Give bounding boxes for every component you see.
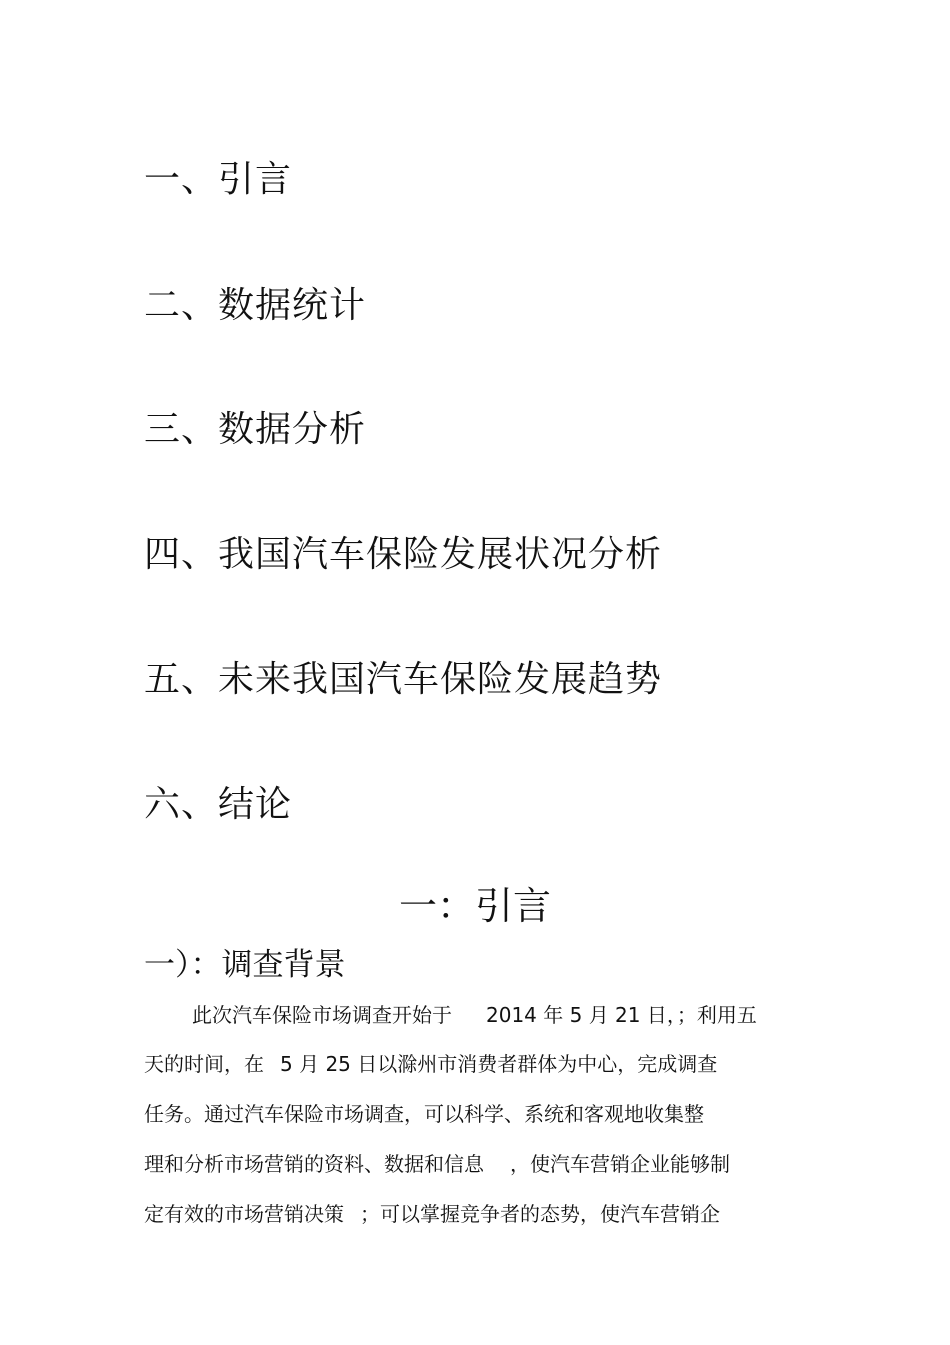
paragraph-text: 此次汽车保险市场调查开始于 xyxy=(192,1003,452,1027)
toc-item-introduction: 一、引言 xyxy=(144,159,293,200)
paragraph-line: 任务。通过汽车保险市场调查，可以科学、系统和客观地收集整 xyxy=(144,1102,704,1126)
subsection-title: 一）：调查背景 xyxy=(144,947,346,983)
paragraph-line xyxy=(192,1001,757,1029)
paragraph-text: 天的时间，在 xyxy=(144,1052,264,1076)
toc-item-data-analysis: 三、数据分析 xyxy=(144,409,367,450)
paragraph-text: 2014 年 5 月 21 日，；利用五 xyxy=(486,1003,757,1027)
toc-item-future-trends: 五、未来我国汽车保险发展趋势 xyxy=(144,659,663,700)
paragraph-text: ，使汽车营销企业能够制 xyxy=(510,1152,730,1176)
paragraph-line xyxy=(144,1050,717,1078)
paragraph-line xyxy=(144,1150,730,1178)
toc-item-development-status: 四、我国汽车保险发展状况分析 xyxy=(144,534,663,575)
paragraph-text: 5 月 25 日以滁州市消费者群体为中心，完成调查 xyxy=(280,1052,718,1076)
paragraph-line xyxy=(144,1200,720,1228)
toc-item-conclusion: 六、结论 xyxy=(144,784,293,825)
paragraph-text: 理和分析市场营销的资料、数据和信息 xyxy=(144,1152,484,1176)
paragraph-text: ；可以掌握竞争者的态势，使汽车营销企 xyxy=(360,1202,720,1226)
section-title: 一：引言 xyxy=(398,884,551,928)
toc-item-data-statistics: 二、数据统计 xyxy=(144,285,367,326)
paragraph-text: 定有效的市场营销决策 xyxy=(144,1202,344,1226)
